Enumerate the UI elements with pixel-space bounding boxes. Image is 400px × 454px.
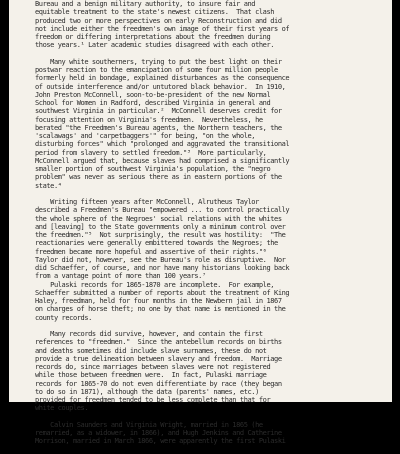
paragraph: [35, 0, 371, 50]
text-line: Many records did survive, however, and contain the first: [35, 330, 263, 338]
text-line: reactionaries were generally embittered towards the Negroes; the: [35, 239, 278, 248]
text-line: freedmen became more hopeful and assertive of their rights."⁶: [35, 247, 267, 256]
text-line: McConnell argued that, because slaves had comprised a significantly: [35, 156, 290, 165]
text-line: remarried, as a widower, in 1866), and Hugh Jenkins and Catherine: [35, 429, 282, 437]
text-line: focusing attention on Virginia's freedmen. Nevertheless, he: [35, 115, 263, 124]
text-line: references to "freedmen." Since the antebellum records on births: [35, 338, 282, 347]
text-line: not include either the freedmen's own image of their first years of: [35, 24, 290, 33]
text-line: those years.¹ Later academic studies disagreed with each other.: [35, 41, 275, 50]
text-line: Many white southerners, trying to put the best light on their: [35, 57, 282, 66]
text-line: southwest Virginia in particular.² McConnell deserves credit for: [35, 107, 282, 116]
paragraph: [35, 198, 371, 322]
text-line: smaller portion of southwest Virginia's population, the "negro: [35, 165, 271, 173]
text-line: and [leaving] to the State governments only a minimum control over: [35, 222, 286, 231]
text-line: the whole sphere of the Negroes' social relations with the whites: [35, 214, 282, 223]
text-line: Taylor did not, however, see the Bureau's role as disruptive. Nor: [35, 255, 286, 264]
text-line: of outside interference and/or untutored black behavior. In 1910,: [35, 82, 286, 91]
text-line: Pulaski records for 1865-1870 are incomplete. For example,: [35, 280, 275, 289]
text-line: Calvin Saunders and Virginia Wright, married in 1865 (he: [35, 420, 263, 429]
text-line: on charges of horse theft; no one by that name is mentioned in the: [35, 305, 286, 314]
text-line: described a Freedmen's Bureau "empowered ... to control practically: [35, 206, 290, 215]
document-body: [35, 0, 371, 454]
text-line: county records.: [35, 313, 92, 322]
text-line: while those between freedmen were. In fact, Pulaski marriage: [35, 371, 267, 380]
text-line: to do so in 1871), although the data (parents' names, etc.): [35, 387, 259, 396]
paragraph: [35, 330, 371, 413]
text-line: formerly held in bondage, explained disturbances as the consequence: [35, 74, 290, 83]
text-line: Haley, freedman, held for four months in the Newbern jail in 1867: [35, 297, 282, 305]
text-line: did Schaeffer, of course, and nor have many historians looking back: [35, 264, 290, 272]
text-line: period from slavery to settled freedom."³ More particularly,: [35, 148, 267, 157]
text-line: records for 1865-70 do not even differentiate by race (they began: [35, 379, 282, 388]
text-line: disturbing forces" which "prolonged and aggravated the transitional: [35, 140, 290, 149]
document-page: [9, 0, 392, 446]
text-line: Bureau and a benign military authority, to insure fair and: [35, 0, 256, 8]
text-line: Writing fifteen years after McConnell, Alrutheus Taylor: [35, 198, 259, 206]
text-line: School for Women in Radford, described Virginia in general and: [35, 99, 271, 107]
paragraph: [35, 58, 371, 190]
text-line: Morrison, married in March 1866, were apparently the first Pulaski: [35, 437, 286, 446]
text-line: from a vantage point of more than 100 years.⁷: [35, 272, 206, 281]
text-line: the freedmen."⁵ Not surprisingly, the result was hostility: "The: [35, 231, 286, 239]
text-line: Schaeffer submitted a number of reports about the treatment of King: [35, 288, 290, 297]
text-line: freedom or differing interpretations about the freedmen during: [35, 33, 271, 41]
text-line: produced two or more perspectives on early Reconstruction and did: [35, 16, 282, 25]
text-line: John Preston McConnell, soon-to-be-president of the new Normal: [35, 90, 271, 99]
text-line: 'scalawags' and 'carpetbaggers'" for being, "on the whole,: [35, 132, 256, 140]
text-line: and deaths sometimes did include slave surnames, these do not: [35, 346, 267, 355]
text-line: provide a true delineation between slavery and freedom. Marriage: [35, 354, 282, 363]
text-line: white couples.: [35, 404, 89, 413]
text-line: state.⁴: [35, 181, 62, 190]
text-line: postwar reaction to the emancipation of some four million people: [35, 66, 278, 74]
text-line: equitable treatment to the state's newest citizens. That clash: [35, 8, 275, 17]
text-line: provided for freedmen tended to be less complete than that for: [35, 396, 271, 404]
text-line: problem" was never as serious there as in eastern portions of the: [35, 173, 282, 182]
text-line: records do, since marriages between slaves were not registered: [35, 363, 271, 371]
paragraph: [35, 421, 371, 446]
text-line: berated "the Freedmen's Bureau agents, the Northern teachers, the: [35, 123, 282, 132]
